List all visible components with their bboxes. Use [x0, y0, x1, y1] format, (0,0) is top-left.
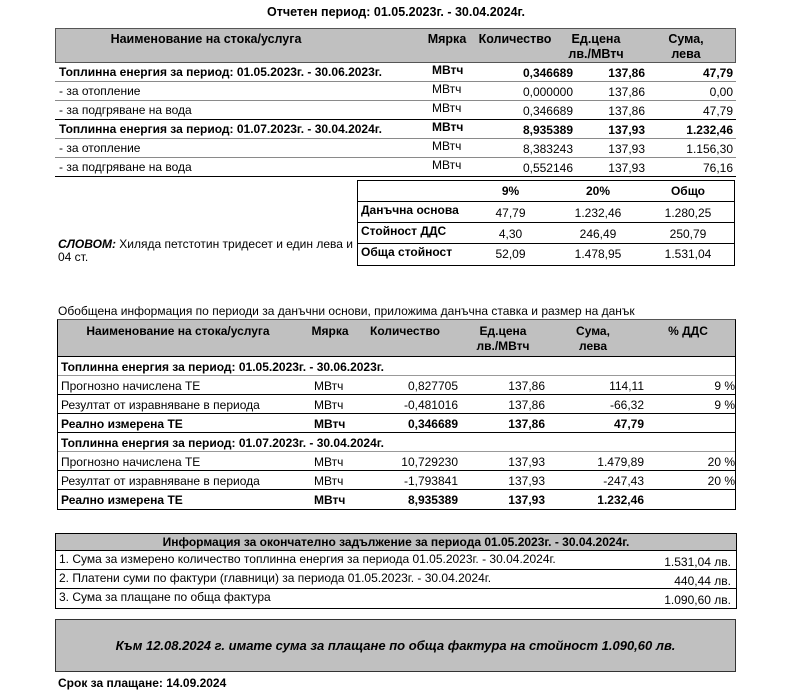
- vat-cell: 250,79: [669, 227, 707, 241]
- charges-cell-price: 137,93: [608, 161, 645, 175]
- header-sum: [553, 324, 633, 354]
- charges-cell-qty: 0,346689: [522, 66, 573, 80]
- tax-summary-cell-name: Прогнозно начислена ТЕ: [61, 379, 201, 393]
- vat-row-label: Данъчна основа: [361, 203, 459, 217]
- tax-summary-cell-unit: МВтч: [314, 455, 344, 469]
- tax-summary-cell-vat: 9 %: [714, 398, 735, 412]
- tax-summary-cell-price: 137,86: [508, 379, 545, 393]
- vat-cell: 1.531,04: [664, 247, 712, 261]
- final-obligation-value: 1.090,60 лв.: [664, 593, 731, 607]
- header-sum: [646, 32, 726, 62]
- tax-summary-cell-name: Реално измерена ТЕ: [61, 493, 183, 507]
- tax-summary-cell-qty: -1,793841: [403, 474, 458, 488]
- charges-row: [55, 158, 736, 177]
- charges-table: [55, 28, 736, 177]
- header-sum-line2: лева: [671, 47, 701, 61]
- payment-deadline: Срок за плащане: 14.09.2024: [58, 676, 227, 690]
- tax-summary-row: [58, 490, 735, 509]
- charges-cell-qty: 0,346689: [522, 104, 573, 118]
- tax-summary-cell-sum: 114,11: [609, 379, 644, 393]
- tax-summary-cell-unit: МВтч: [314, 474, 344, 488]
- final-obligation-row: [56, 589, 736, 608]
- header-price-line2: лв./МВтч: [568, 47, 624, 61]
- tax-summary-cell-price: 137,93: [508, 455, 545, 469]
- tax-summary-cell-unit: МВтч: [314, 493, 346, 507]
- final-obligation-label: 3. Сума за плащане по обща фактура: [59, 590, 271, 604]
- header-price: [458, 324, 548, 354]
- charges-table-header: [55, 28, 736, 63]
- charges-cell-name: - за подгряване на вода: [59, 160, 192, 174]
- header-price-line2: лв./МВтч: [476, 339, 530, 353]
- vat-header-9: 9%: [501, 184, 520, 198]
- vat-cell: 1.478,95: [574, 247, 622, 261]
- tax-summary-row: [58, 471, 735, 490]
- tax-summary-cell-name: Реално измерена ТЕ: [61, 417, 183, 431]
- tax-summary-cell-qty: -0,481016: [403, 398, 458, 412]
- final-obligation-label: 2. Платени суми по фактури (главници) за периода 01.05.2023г. - 30.04.2024г.: [59, 571, 492, 585]
- charges-cell-unit: МВтч: [432, 139, 462, 153]
- charges-cell-unit: МВтч: [432, 63, 464, 77]
- charges-cell-price: 137,86: [608, 66, 645, 80]
- header-unit: Мярка: [427, 32, 467, 46]
- charges-cell-unit: МВтч: [432, 82, 462, 96]
- charges-cell-sum: 1.156,30: [686, 142, 733, 156]
- amount-in-words-label: СЛОВОМ:: [58, 237, 116, 251]
- tax-summary-table: [57, 319, 736, 510]
- charges-cell-name: - за отопление: [59, 141, 141, 155]
- final-obligation-value: 440,44 лв.: [674, 574, 731, 588]
- final-obligation-label: 1. Сума за измерено количество топлинна енергия за периода 01.05.2023г. - 30.04.2024г.: [59, 552, 556, 566]
- header-unit: Мярка: [311, 324, 349, 338]
- vat-row-total: [358, 244, 734, 272]
- header-price: [556, 32, 636, 62]
- charges-row: [55, 63, 736, 82]
- tax-summary-cell-unit: МВтч: [314, 379, 344, 393]
- tax-summary-cell-name: Прогнозно начислена ТЕ: [61, 455, 201, 469]
- tax-summary-body: [58, 357, 735, 509]
- vat-cell: 1.280,25: [664, 206, 712, 220]
- tax-summary-cell-name: Резултат от изравняване в периода: [61, 474, 260, 488]
- charges-cell-price: 137,86: [608, 104, 645, 118]
- charges-row: [55, 120, 736, 139]
- charges-table-body: [55, 63, 736, 177]
- reporting-period-title: Отчетен период: 01.05.2023г. - 30.04.2024г.: [267, 5, 525, 19]
- tax-summary-header: [58, 320, 735, 357]
- payment-notice: Към 12.08.2024 г. имате сума за плащане по обща фактура на стойност 1.090,60 лв.: [55, 619, 736, 672]
- header-sum-line1: Сума,: [668, 32, 704, 46]
- vat-cell: 47,79: [495, 206, 526, 220]
- vat-row-label: Обща стойност: [361, 245, 453, 259]
- tax-summary-cell-vat: 20 %: [707, 474, 735, 488]
- tax-summary-cell-unit: МВтч: [314, 417, 346, 431]
- tax-summary-cell-sum: 1.232,46: [597, 493, 644, 507]
- vat-summary-table: [357, 180, 735, 266]
- header-qty: Количество: [370, 324, 440, 338]
- period-group-title-text: Топлинна енергия за период: 01.05.2023г. - 30.06.2023г.: [61, 360, 384, 374]
- tax-summary-cell-vat: 9 %: [714, 379, 735, 393]
- tax-summary-cell-price: 137,86: [508, 417, 545, 431]
- charges-cell-name: - за отопление: [59, 84, 141, 98]
- final-obligation-table: [55, 533, 737, 609]
- charges-cell-sum: 1.232,46: [686, 123, 733, 137]
- charges-cell-price: 137,93: [608, 142, 645, 156]
- vat-row-vat-amount: [358, 223, 734, 244]
- tax-summary-row: [58, 414, 735, 433]
- vat-cell: 52,09: [495, 247, 526, 261]
- charges-cell-qty: 8,383243: [522, 142, 573, 156]
- charges-cell-unit: МВтч: [432, 120, 464, 134]
- header-sum-line2: лева: [578, 339, 608, 353]
- tax-summary-row: [58, 452, 735, 471]
- tax-summary-cell-vat: 20 %: [707, 455, 735, 469]
- amount-in-words-text: Хиляда петстотин тридесет и един лева и 04 ст.: [58, 237, 353, 264]
- final-obligation-value: 1.531,04 лв.: [664, 555, 731, 569]
- charges-cell-sum: 47,79: [702, 66, 733, 80]
- period-group-title-text: Топлинна енергия за период: 01.07.2023г. - 30.04.2024г.: [61, 436, 384, 450]
- period-group-title: [58, 433, 735, 452]
- charges-cell-name: - за подгряване на вода: [59, 103, 192, 117]
- final-obligation-title: Информация за окончателно задължение за периода 01.05.2023г. - 30.04.2024г.: [56, 534, 736, 551]
- tax-summary-cell-price: 137,93: [508, 493, 545, 507]
- tax-summary-cell-qty: 0,346689: [407, 417, 458, 431]
- charges-cell-unit: МВтч: [432, 101, 462, 115]
- tax-summary-cell-sum: -247,43: [603, 474, 644, 488]
- charges-cell-name: Топлинна енергия за период: 01.05.2023г. - 30.06.2023г.: [59, 65, 382, 79]
- tax-summary-cell-price: 137,93: [508, 474, 545, 488]
- header-price-line1: Ед.цена: [479, 324, 527, 338]
- charges-row: [55, 101, 736, 120]
- header-vat-percent: % ДДС: [668, 324, 708, 338]
- charges-cell-sum: 0,00: [709, 85, 733, 99]
- charges-row: [55, 139, 736, 158]
- final-obligation-row: [56, 551, 736, 570]
- vat-row-label: Стойност ДДС: [361, 224, 447, 238]
- header-name: Наименование на стока/услуга: [86, 324, 270, 338]
- tax-summary-cell-price: 137,86: [508, 398, 545, 412]
- tax-summary-row: [58, 376, 735, 395]
- tax-summary-cell-sum: 1.479,89: [597, 455, 644, 469]
- charges-cell-qty: 0,552146: [522, 161, 573, 175]
- amount-in-words: [58, 238, 358, 264]
- tax-summary-cell-qty: 8,935389: [407, 493, 458, 507]
- charges-cell-sum: 47,79: [702, 104, 733, 118]
- tax-summary-cell-sum: 47,79: [613, 417, 644, 431]
- vat-header-row: [358, 181, 734, 202]
- tax-summary-cell-unit: МВтч: [314, 398, 344, 412]
- header-price-line1: Ед.цена: [571, 32, 621, 46]
- header-qty: Количество: [478, 32, 552, 46]
- final-obligation-row: [56, 570, 736, 589]
- vat-cell: 1.232,46: [574, 206, 622, 220]
- vat-header-20: 20%: [585, 184, 611, 198]
- vat-cell: 4,30: [498, 227, 523, 241]
- period-group-title: [58, 357, 735, 376]
- tax-summary-cell-qty: 0,827705: [407, 379, 458, 393]
- tax-summary-cell-name: Резултат от изравняване в периода: [61, 398, 260, 412]
- header-sum-line1: Сума,: [576, 324, 610, 338]
- vat-header-total: Общо: [670, 184, 706, 198]
- tax-summary-caption: Обобщена информация по периоди за данъчни основи, приложима данъчна ставка и размер на данък: [58, 304, 635, 318]
- charges-cell-sum: 76,16: [702, 161, 733, 175]
- charges-cell-qty: 0,000000: [522, 85, 573, 99]
- tax-summary-cell-qty: 10,729230: [401, 455, 458, 469]
- charges-cell-price: 137,86: [608, 85, 645, 99]
- vat-row-tax-base: [358, 202, 734, 223]
- tax-summary-row: [58, 395, 735, 414]
- tax-summary-cell-sum: -66,32: [609, 398, 644, 412]
- charges-cell-unit: МВтч: [432, 158, 462, 172]
- header-name: Наименование на стока/услуга: [110, 32, 302, 46]
- charges-cell-name: Топлинна енергия за период: 01.07.2023г. - 30.04.2024г.: [59, 122, 382, 136]
- charges-cell-qty: 8,935389: [522, 123, 573, 137]
- charges-cell-price: 137,93: [608, 123, 645, 137]
- charges-row: [55, 82, 736, 101]
- vat-cell: 246,49: [579, 227, 617, 241]
